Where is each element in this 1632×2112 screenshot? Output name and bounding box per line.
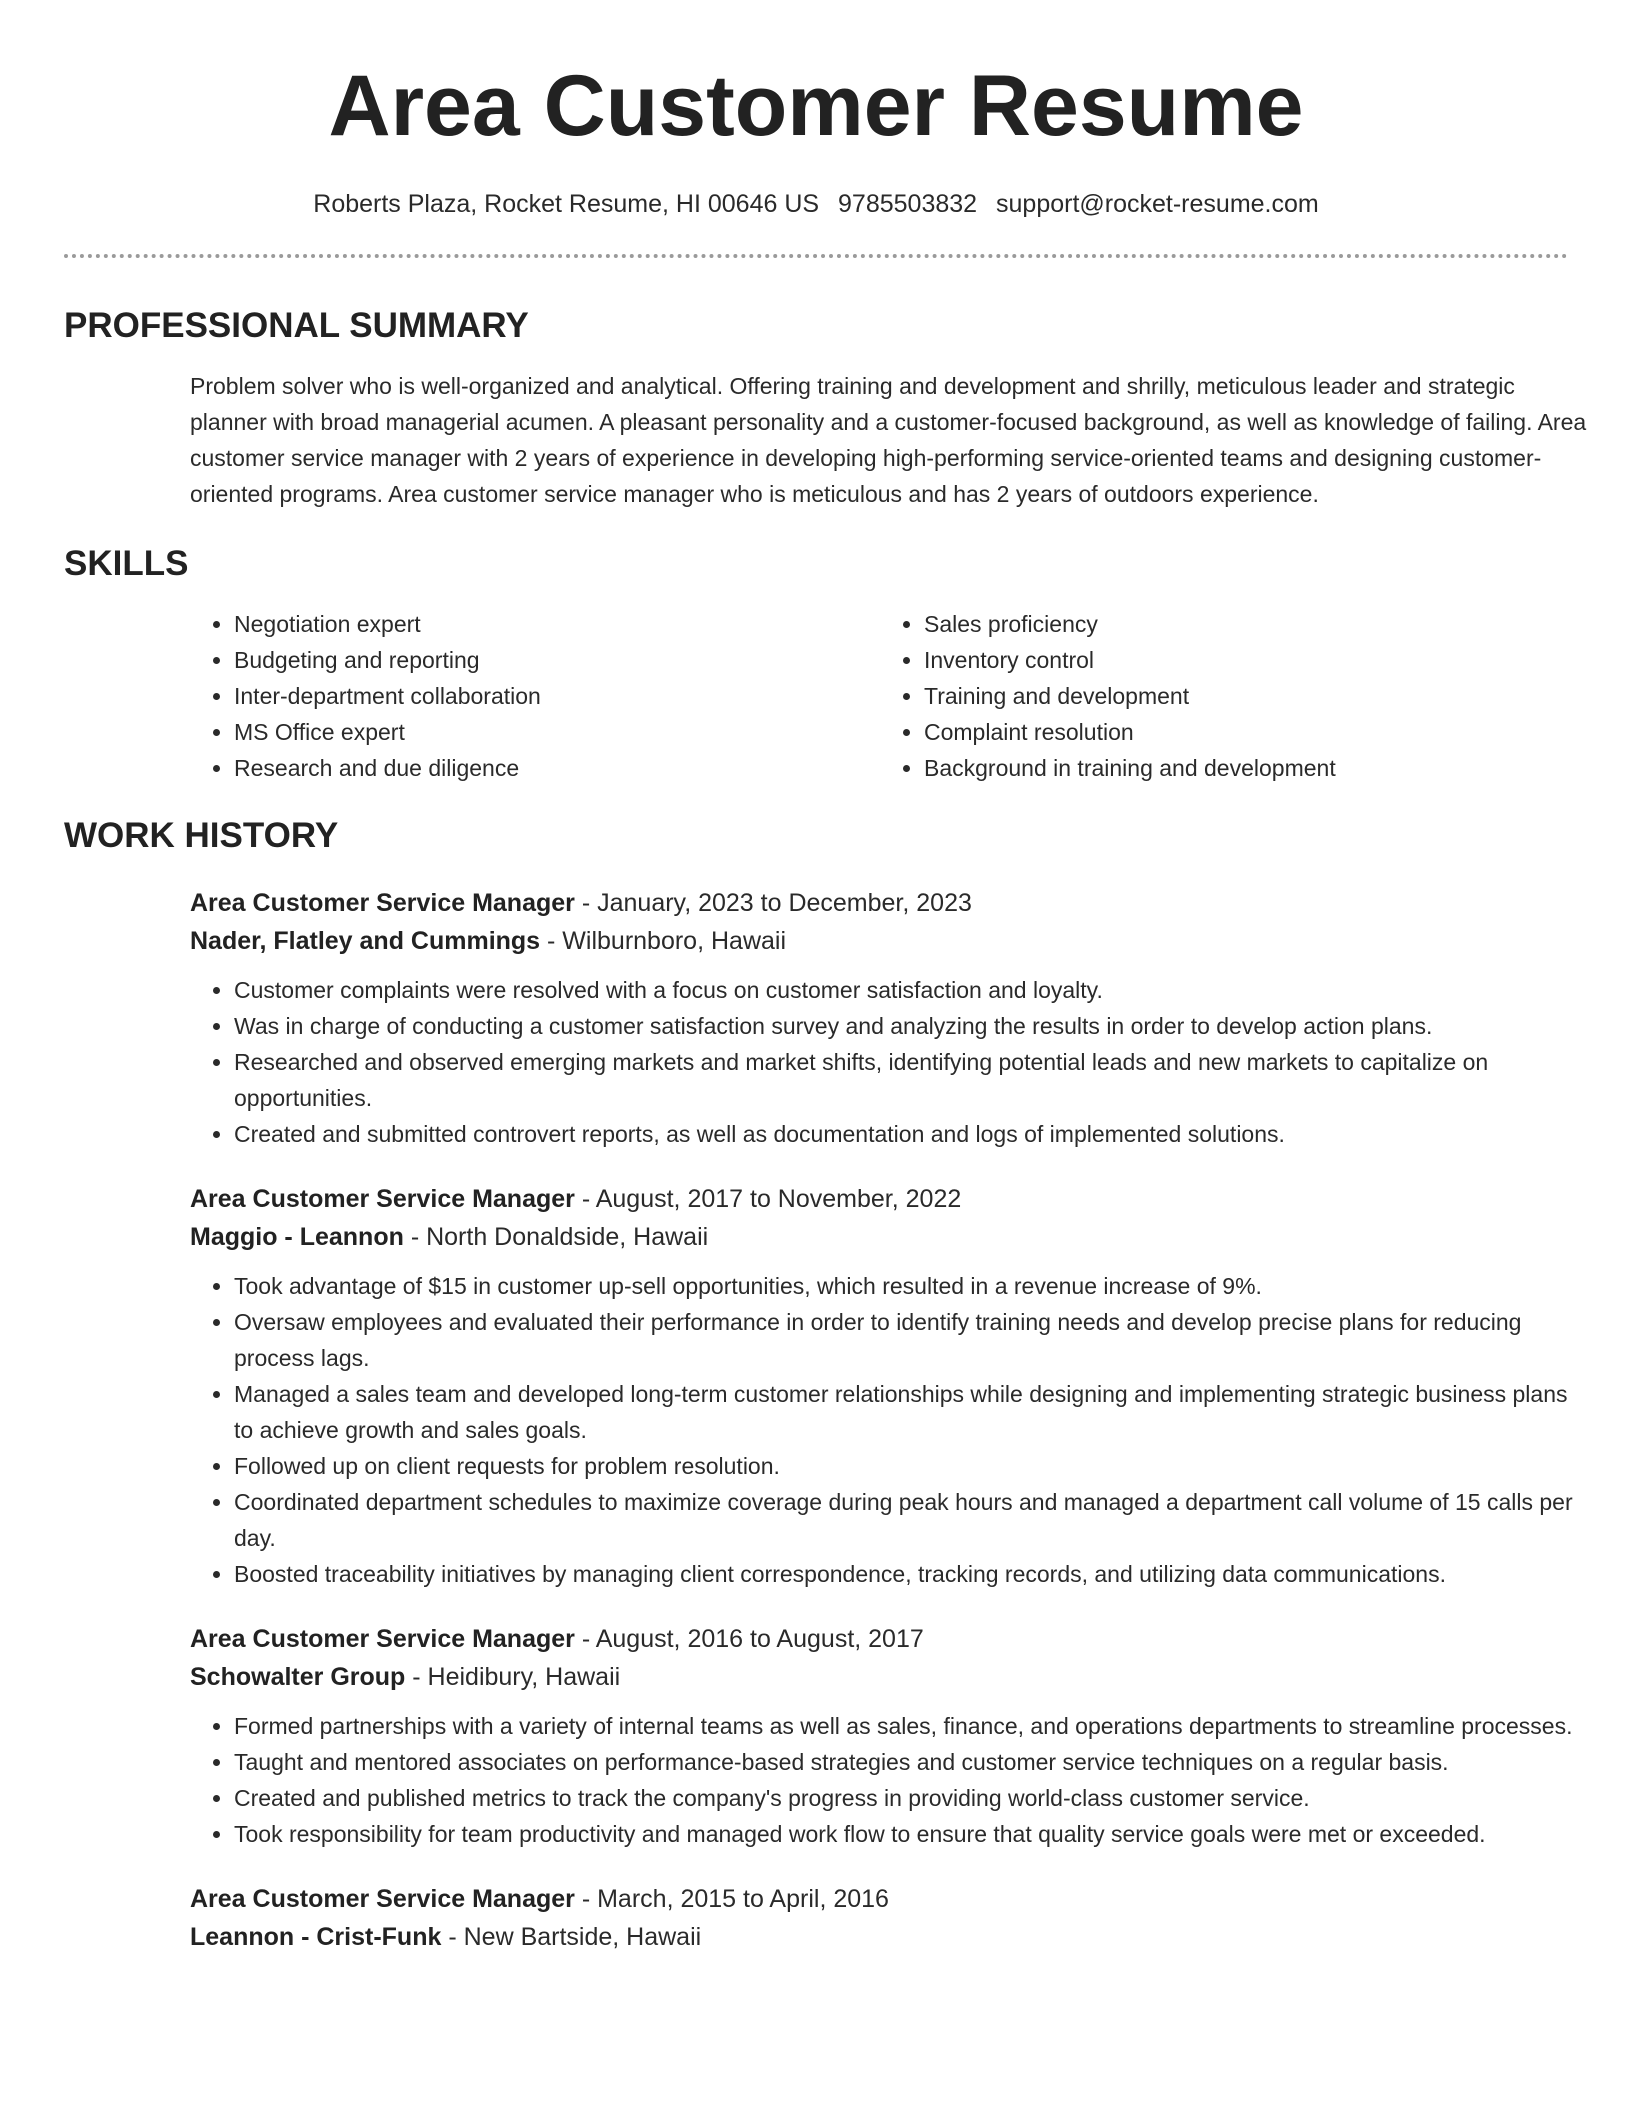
job-title: Area Customer Service Manager bbox=[190, 1885, 575, 1913]
job-bullet: • Customer complaints were resolved with a focus on customer satisfaction and loyalty. bbox=[234, 972, 1580, 1008]
skill-item: • MS Office expert bbox=[234, 714, 880, 750]
job-bullet: • Created and submitted controvert reports, as well as documentation and logs of implemented solutions. bbox=[234, 1116, 1580, 1152]
job-title: Area Customer Service Manager bbox=[190, 1625, 575, 1653]
job-bullet: • Coordinated department schedules to maximize coverage during peak hours and managed a department call volume of 15 calls per day. bbox=[234, 1484, 1580, 1556]
skills-heading: SKILLS bbox=[64, 544, 189, 583]
job-bullets bbox=[190, 1708, 1580, 1852]
work-history-heading: WORK HISTORY bbox=[64, 816, 339, 855]
job-bullets bbox=[190, 972, 1580, 1152]
job-bullet: • Took responsibility for team productivity and managed work flow to ensure that quality service goals were met or exceeded. bbox=[234, 1816, 1580, 1852]
job-title-line bbox=[190, 1880, 1580, 1918]
header-divider bbox=[64, 254, 1568, 258]
skill-item: • Training and development bbox=[924, 678, 1570, 714]
job-entry bbox=[190, 1620, 1580, 1852]
job-bullet: • Took advantage of $15 in customer up-sell opportunities, which resulted in a revenue increase of 9%. bbox=[234, 1268, 1580, 1304]
job-bullet: • Was in charge of conducting a customer satisfaction survey and analyzing the results in order to develop action plans. bbox=[234, 1008, 1580, 1044]
job-location: - North Donaldside, Hawaii bbox=[403, 1223, 709, 1251]
job-title-line bbox=[190, 1180, 1580, 1218]
job-dates: - August, 2016 to August, 2017 bbox=[574, 1625, 924, 1653]
job-company-line bbox=[190, 1918, 1580, 1956]
job-dates: - January, 2023 to December, 2023 bbox=[574, 889, 972, 917]
job-entry bbox=[190, 1180, 1580, 1592]
skill-item: • Negotiation expert bbox=[234, 606, 880, 642]
job-dates: - August, 2017 to November, 2022 bbox=[574, 1185, 962, 1213]
job-company: Schowalter Group bbox=[190, 1663, 406, 1691]
resume-title: Area Customer Resume bbox=[328, 58, 1304, 154]
skill-item: • Budgeting and reporting bbox=[234, 642, 880, 678]
job-bullet: • Followed up on client requests for problem resolution. bbox=[234, 1448, 1580, 1484]
summary-heading: PROFESSIONAL SUMMARY bbox=[64, 306, 529, 345]
job-company: Leannon - Crist-Funk bbox=[190, 1923, 442, 1951]
skill-item: • Research and due diligence bbox=[234, 750, 880, 786]
resume-page bbox=[64, 0, 1587, 1956]
summary-text: Problem solver who is well-organized and analytical. Offering training and development and shrilly, meticulous leader and strategic planner with broad managerial acumen. A pleasant personality and a customer-focused background, as well as knowledge of failing. Area customer service manager with 2 years of experience in developing high-performing service-oriented teams and designing customer-oriented programs. Area customer service manager who is meticulous and has 2 years of outdoors experience. bbox=[190, 373, 1587, 507]
skill-item: • Inter-department collaboration bbox=[234, 678, 880, 714]
job-location: - Wilburnboro, Hawaii bbox=[540, 927, 787, 955]
job-title-line bbox=[190, 884, 1580, 922]
skills-column-right bbox=[880, 606, 1570, 786]
job-location: - New Bartside, Hawaii bbox=[441, 1923, 702, 1951]
contact-line bbox=[64, 188, 1568, 220]
job-bullet: • Oversaw employees and evaluated their performance in order to identify training needs and develop precise plans for reducing process lags. bbox=[234, 1304, 1580, 1376]
job-bullet: • Formed partnerships with a variety of internal teams as well as sales, finance, and operations departments to streamline processes. bbox=[234, 1708, 1580, 1744]
job-entry bbox=[190, 1880, 1580, 1956]
job-company-line bbox=[190, 922, 1580, 960]
job-company: Maggio - Leannon bbox=[190, 1223, 404, 1251]
skills-column-left bbox=[190, 606, 880, 786]
job-bullet: • Managed a sales team and developed long-term customer relationships while designing and implementing strategic business plans to achieve growth and sales goals. bbox=[234, 1376, 1580, 1448]
job-bullet: • Researched and observed emerging markets and market shifts, identifying potential leads and new markets to capitalize on opportunities. bbox=[234, 1044, 1580, 1116]
job-bullets bbox=[190, 1268, 1580, 1592]
job-title-line bbox=[190, 1620, 1580, 1658]
skill-item: • Complaint resolution bbox=[924, 714, 1570, 750]
contact-phone: 9785503832 bbox=[838, 190, 978, 218]
job-title: Area Customer Service Manager bbox=[190, 1185, 575, 1213]
skill-item: • Sales proficiency bbox=[924, 606, 1570, 642]
skills-list bbox=[190, 606, 1570, 786]
job-bullet: • Boosted traceability initiatives by managing client correspondence, tracking records, and utilizing data communications. bbox=[234, 1556, 1580, 1592]
skill-item: • Background in training and development bbox=[924, 750, 1570, 786]
skill-item: • Inventory control bbox=[924, 642, 1570, 678]
contact-address: Roberts Plaza, Rocket Resume, HI 00646 US bbox=[313, 190, 820, 218]
job-title: Area Customer Service Manager bbox=[190, 889, 575, 917]
job-entry bbox=[190, 884, 1580, 1152]
job-location: - Heidibury, Hawaii bbox=[405, 1663, 621, 1691]
contact-email: support@rocket-resume.com bbox=[996, 190, 1319, 218]
job-company-line bbox=[190, 1658, 1580, 1696]
job-company: Nader, Flatley and Cummings bbox=[190, 927, 541, 955]
job-dates: - March, 2015 to April, 2016 bbox=[574, 1885, 889, 1913]
job-company-line bbox=[190, 1218, 1580, 1256]
job-bullet: • Taught and mentored associates on performance-based strategies and customer service techniques on a regular basis. bbox=[234, 1744, 1580, 1780]
job-bullet: • Created and published metrics to track the company's progress in providing world-class customer service. bbox=[234, 1780, 1580, 1816]
